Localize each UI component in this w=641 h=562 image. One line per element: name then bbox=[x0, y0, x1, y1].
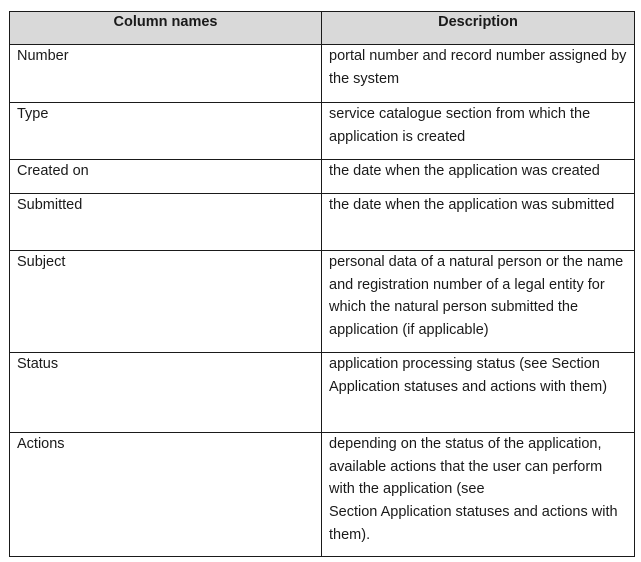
row-description: the date when the application was created bbox=[329, 163, 600, 179]
row-description-cell bbox=[322, 160, 635, 194]
table-row bbox=[10, 103, 635, 160]
row-description: application processing status (see Section Application statuses and actions with them) bbox=[329, 356, 608, 395]
row-name-cell bbox=[10, 353, 322, 433]
row-name-cell bbox=[10, 45, 322, 103]
row-description-cell bbox=[322, 103, 635, 160]
table-row bbox=[10, 194, 635, 251]
row-name-cell bbox=[10, 433, 322, 557]
table-row bbox=[10, 433, 635, 557]
header-column-names: Column names bbox=[10, 12, 322, 45]
row-name: Number bbox=[17, 48, 69, 64]
table-row bbox=[10, 160, 635, 194]
row-description: service catalogue section from which the application is created bbox=[329, 106, 591, 145]
row-description-cell bbox=[322, 45, 635, 103]
row-name: Created on bbox=[17, 163, 89, 179]
row-description-cell bbox=[322, 194, 635, 251]
row-name: Type bbox=[17, 106, 49, 122]
table-header-row bbox=[10, 12, 635, 45]
row-description: personal data of a natural person or the name and registration number of a legal entity for which the natural person submitted the application (if applicable) bbox=[329, 254, 624, 339]
table-row bbox=[10, 251, 635, 353]
row-description: the date when the application was submitted bbox=[329, 197, 615, 213]
row-name: Actions bbox=[17, 436, 65, 452]
row-description-cell bbox=[322, 353, 635, 433]
table-row bbox=[10, 45, 635, 103]
row-name-cell bbox=[10, 251, 322, 353]
row-name: Submitted bbox=[17, 197, 83, 213]
row-name-cell bbox=[10, 194, 322, 251]
row-description-line: depending on the status of the application, available actions that the user can perform with the application (see bbox=[329, 436, 603, 498]
row-description-cell bbox=[322, 433, 635, 557]
row-description: portal number and record number assigned by the system bbox=[329, 48, 627, 87]
row-name-cell bbox=[10, 160, 322, 194]
table-row bbox=[10, 353, 635, 433]
row-name-cell bbox=[10, 103, 322, 160]
header-description: Description bbox=[322, 12, 635, 45]
row-name: Subject bbox=[17, 254, 66, 270]
column-description-table bbox=[9, 11, 635, 557]
row-name: Status bbox=[17, 356, 59, 372]
row-description-line: Section Application statuses and actions with them). bbox=[329, 504, 618, 543]
row-description-cell bbox=[322, 251, 635, 353]
